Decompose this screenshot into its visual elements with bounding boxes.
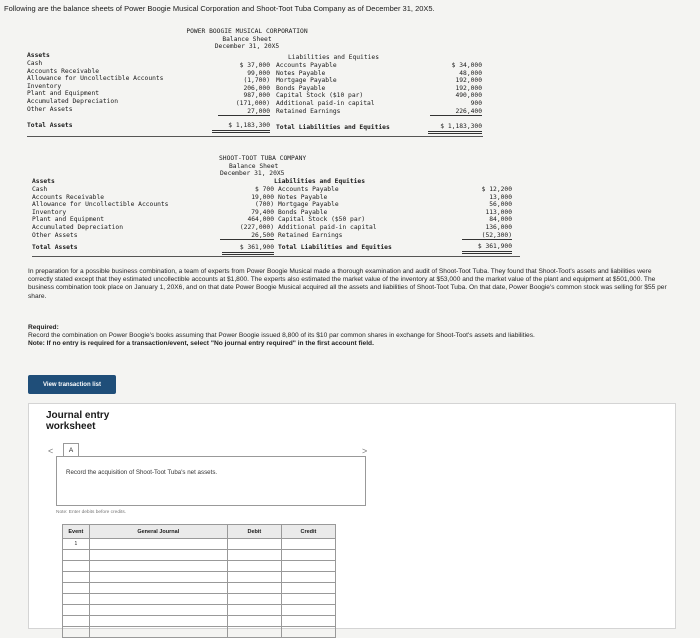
entry-note: Note: If no entry is required for a transaction/event, select "No journal entry required" in the first account field.	[28, 340, 374, 348]
next-arrow-icon[interactable]: >	[362, 446, 368, 456]
worksheet-title-line1: Journal entry	[46, 410, 110, 421]
required-label: Required:	[28, 324, 59, 331]
asset-amount: (227,000)	[239, 223, 274, 231]
debit-input[interactable]	[227, 605, 281, 616]
asset-amount: 26,500	[220, 232, 274, 241]
debit-input[interactable]	[227, 583, 281, 594]
shoot-bottom-rule	[32, 256, 520, 257]
shoot-total-assets-label: Total Assets	[32, 244, 78, 251]
liability-label: Capital Stock ($50 par)	[278, 216, 366, 224]
debit-input[interactable]	[227, 616, 281, 627]
liability-label: Retained Earnings	[276, 107, 341, 115]
liability-amount: $ 34,000	[451, 62, 482, 69]
header-credit: Credit	[281, 525, 335, 539]
account-select[interactable]	[89, 550, 227, 561]
asset-label: Other Assets	[27, 105, 73, 113]
credit-input[interactable]	[281, 616, 335, 627]
shoot-liab-heading: Liabilities and Equities	[274, 178, 365, 185]
power-liab-heading: Liabilities and Equities	[288, 54, 379, 61]
liability-amount: 900	[470, 99, 482, 107]
view-transaction-list-button[interactable]: View transaction list	[28, 375, 116, 394]
liability-label: Accounts Payable	[278, 186, 339, 193]
power-assets-heading: Assets	[27, 52, 50, 59]
prev-arrow-icon[interactable]: <	[48, 446, 54, 456]
table-row	[63, 583, 336, 594]
asset-amount: (171,000)	[235, 99, 270, 107]
power-total-liab-label: Total Liabilities and Equities	[276, 124, 390, 131]
shoot-heading	[190, 155, 310, 178]
debit-input[interactable]	[227, 572, 281, 583]
liability-label: Additional paid-in capital	[276, 99, 375, 107]
event-cell[interactable]	[63, 616, 90, 627]
table-row	[63, 616, 336, 627]
credit-input[interactable]	[281, 550, 335, 561]
liability-label: Accounts Payable	[276, 62, 337, 69]
liability-amount: 226,400	[430, 108, 482, 117]
asset-label: Other Assets	[32, 231, 78, 239]
account-select[interactable]	[89, 594, 227, 605]
event-cell[interactable]	[63, 594, 90, 605]
asset-label: Inventory	[32, 208, 67, 216]
asset-amount: $ 37,000	[239, 62, 270, 69]
liability-label: Bonds Payable	[276, 84, 326, 92]
required-block	[28, 324, 676, 349]
table-row	[63, 594, 336, 605]
table-row	[63, 627, 336, 638]
credit-input[interactable]	[281, 627, 335, 638]
problem-paragraph: In preparation for a possible business combination, a team of experts from Power Boogie Musical made a thorough examination and audit of Shoot-Toot Tuba. They found that Shoot-Toot's assets and liabilities were correctly stated except that they estimated uncollectible accounts at $1,800. The experts also estimated the market value of the inventory at $53,000 and the market value of the plant and equipment at $501,000. The business combination took place on January 1, 20X6, and on that date Power Boogie Musical acquired all the assets and liabilities of Shoot-Toot Tuba. On that date, Power Boogie's common stock was selling for $55 per share.	[28, 268, 667, 300]
liability-amount: 192,000	[455, 84, 482, 92]
credit-input[interactable]	[281, 605, 335, 616]
debit-input[interactable]	[227, 594, 281, 605]
credit-input[interactable]	[281, 583, 335, 594]
header-event: Event	[63, 525, 90, 539]
debit-note: Note: Enter debits before credits.	[56, 510, 127, 515]
asset-label: Accounts Receivable	[27, 67, 100, 75]
account-select[interactable]	[89, 583, 227, 594]
shoot-total-liab: $ 361,900	[462, 243, 512, 254]
liability-label: Notes Payable	[276, 69, 326, 77]
asset-label: Accounts Receivable	[32, 193, 105, 201]
shoot-liab-amounts	[462, 186, 512, 240]
worksheet-title-line2: worksheet	[46, 421, 96, 432]
event-cell[interactable]	[63, 572, 90, 583]
asset-label: Plant and Equipment	[27, 90, 100, 98]
shoot-total-liab-label: Total Liabilities and Equities	[278, 244, 392, 251]
worksheet-title	[46, 410, 109, 432]
asset-label: Inventory	[27, 82, 62, 90]
liability-label: Mortgage Payable	[276, 77, 337, 85]
asset-label: Cash	[32, 186, 48, 193]
shoot-asset-amounts	[220, 186, 274, 240]
account-select[interactable]	[89, 627, 227, 638]
event-cell[interactable]	[63, 627, 90, 638]
power-asset-amounts	[218, 62, 270, 116]
asset-amount: 464,000	[247, 216, 274, 224]
power-date: December 31, 20X5	[214, 43, 280, 51]
journal-table	[62, 524, 336, 638]
power-company: POWER BOOGIE MUSICAL CORPORATION	[186, 28, 308, 35]
liability-amount: 84,000	[489, 216, 512, 224]
asset-amount: $ 700	[255, 186, 274, 193]
power-total-assets: $ 1,183,300	[212, 122, 270, 133]
entry-description: Record the acquisition of Shoot-Toot Tuba's net assets.	[66, 469, 218, 476]
liability-label: Capital Stock ($10 par)	[276, 92, 364, 100]
liability-amount: 136,000	[485, 223, 512, 231]
power-total-liab: $ 1,183,300	[428, 123, 482, 134]
shoot-company: SHOOT-TOOT TUBA COMPANY	[219, 155, 307, 162]
entry-description-box	[56, 456, 366, 506]
shoot-asset-labels	[32, 186, 168, 239]
event-cell[interactable]	[63, 550, 90, 561]
asset-amount: 79,400	[251, 208, 274, 216]
shoot-date: December 31, 20X5	[220, 170, 285, 178]
liability-label: Mortgage Payable	[278, 201, 339, 209]
liability-label: Retained Earnings	[278, 231, 343, 239]
credit-input[interactable]	[281, 594, 335, 605]
liability-amount: 48,000	[459, 69, 482, 77]
event-cell[interactable]	[63, 605, 90, 616]
power-liab-labels	[276, 62, 375, 115]
liability-amount: (52,300)	[462, 232, 512, 241]
asset-label: Accumulated Depreciation	[27, 97, 118, 105]
account-select[interactable]	[89, 605, 227, 616]
header-general-journal: General Journal	[89, 525, 227, 539]
liability-amount: 192,000	[455, 77, 482, 85]
shoot-liab-labels	[278, 186, 377, 239]
credit-input[interactable]	[281, 561, 335, 572]
credit-input[interactable]	[281, 539, 335, 550]
power-bottom-rule	[27, 136, 483, 137]
asset-label: Cash	[27, 60, 43, 67]
asset-label: Allowance for Uncollectible Accounts	[32, 201, 169, 209]
liability-amount: $ 12,200	[481, 186, 512, 193]
table-row	[63, 605, 336, 616]
account-select[interactable]	[89, 561, 227, 572]
asset-amount: (1,700)	[243, 77, 270, 85]
header-debit: Debit	[227, 525, 281, 539]
liability-amount: 56,000	[489, 201, 512, 209]
shoot-total-assets: $ 361,900	[222, 244, 274, 255]
liability-amount: 113,000	[485, 208, 512, 216]
table-row	[63, 572, 336, 583]
liability-amount: 13,000	[489, 193, 512, 201]
account-select[interactable]	[89, 616, 227, 627]
asset-label: Plant and Equipment	[32, 216, 105, 224]
asset-amount: 19,000	[251, 193, 274, 201]
asset-label: Allowance for Uncollectible Accounts	[27, 75, 164, 83]
asset-amount: 987,000	[243, 92, 270, 100]
debit-input[interactable]	[227, 561, 281, 572]
asset-amount: (700)	[255, 201, 274, 209]
intro-text: Following are the balance sheets of Power Boogie Musical Corporation and Shoot-Toot Tuba Company as of December 31, 20X5.	[4, 4, 435, 13]
table-row	[63, 561, 336, 572]
debit-input[interactable]	[227, 627, 281, 638]
asset-amount: 206,000	[243, 84, 270, 92]
required-text: Record the combination on Power Boogie's books assuming that Power Boogie issued 8,800 of its $10 par common shares in exchange for Shoot-Toot's assets and liabilities.	[28, 332, 535, 340]
debit-input[interactable]	[227, 539, 281, 550]
asset-amount: 99,000	[247, 69, 270, 77]
liability-amount: 490,000	[455, 92, 482, 100]
asset-label: Accumulated Depreciation	[32, 223, 123, 231]
power-total-assets-label: Total Assets	[27, 122, 73, 129]
power-statement: Balance Sheet	[222, 35, 272, 43]
account-select[interactable]	[89, 572, 227, 583]
account-select[interactable]	[89, 539, 227, 550]
event-cell[interactable]: 1	[63, 539, 90, 550]
power-liab-amounts	[430, 62, 482, 116]
table-row	[63, 539, 336, 550]
asset-amount: 27,000	[218, 108, 270, 117]
credit-input[interactable]	[281, 572, 335, 583]
liability-label: Notes Payable	[278, 193, 328, 201]
event-cell[interactable]	[63, 583, 90, 594]
shoot-assets-heading: Assets	[32, 178, 55, 185]
debit-input[interactable]	[227, 550, 281, 561]
tab-a[interactable]: A	[63, 443, 79, 458]
shoot-statement: Balance Sheet	[229, 162, 279, 170]
power-asset-labels	[27, 60, 163, 113]
liability-label: Bonds Payable	[278, 208, 328, 216]
event-cell[interactable]	[63, 561, 90, 572]
power-heading	[158, 28, 336, 51]
liability-label: Additional paid-in capital	[278, 223, 377, 231]
table-row	[63, 550, 336, 561]
